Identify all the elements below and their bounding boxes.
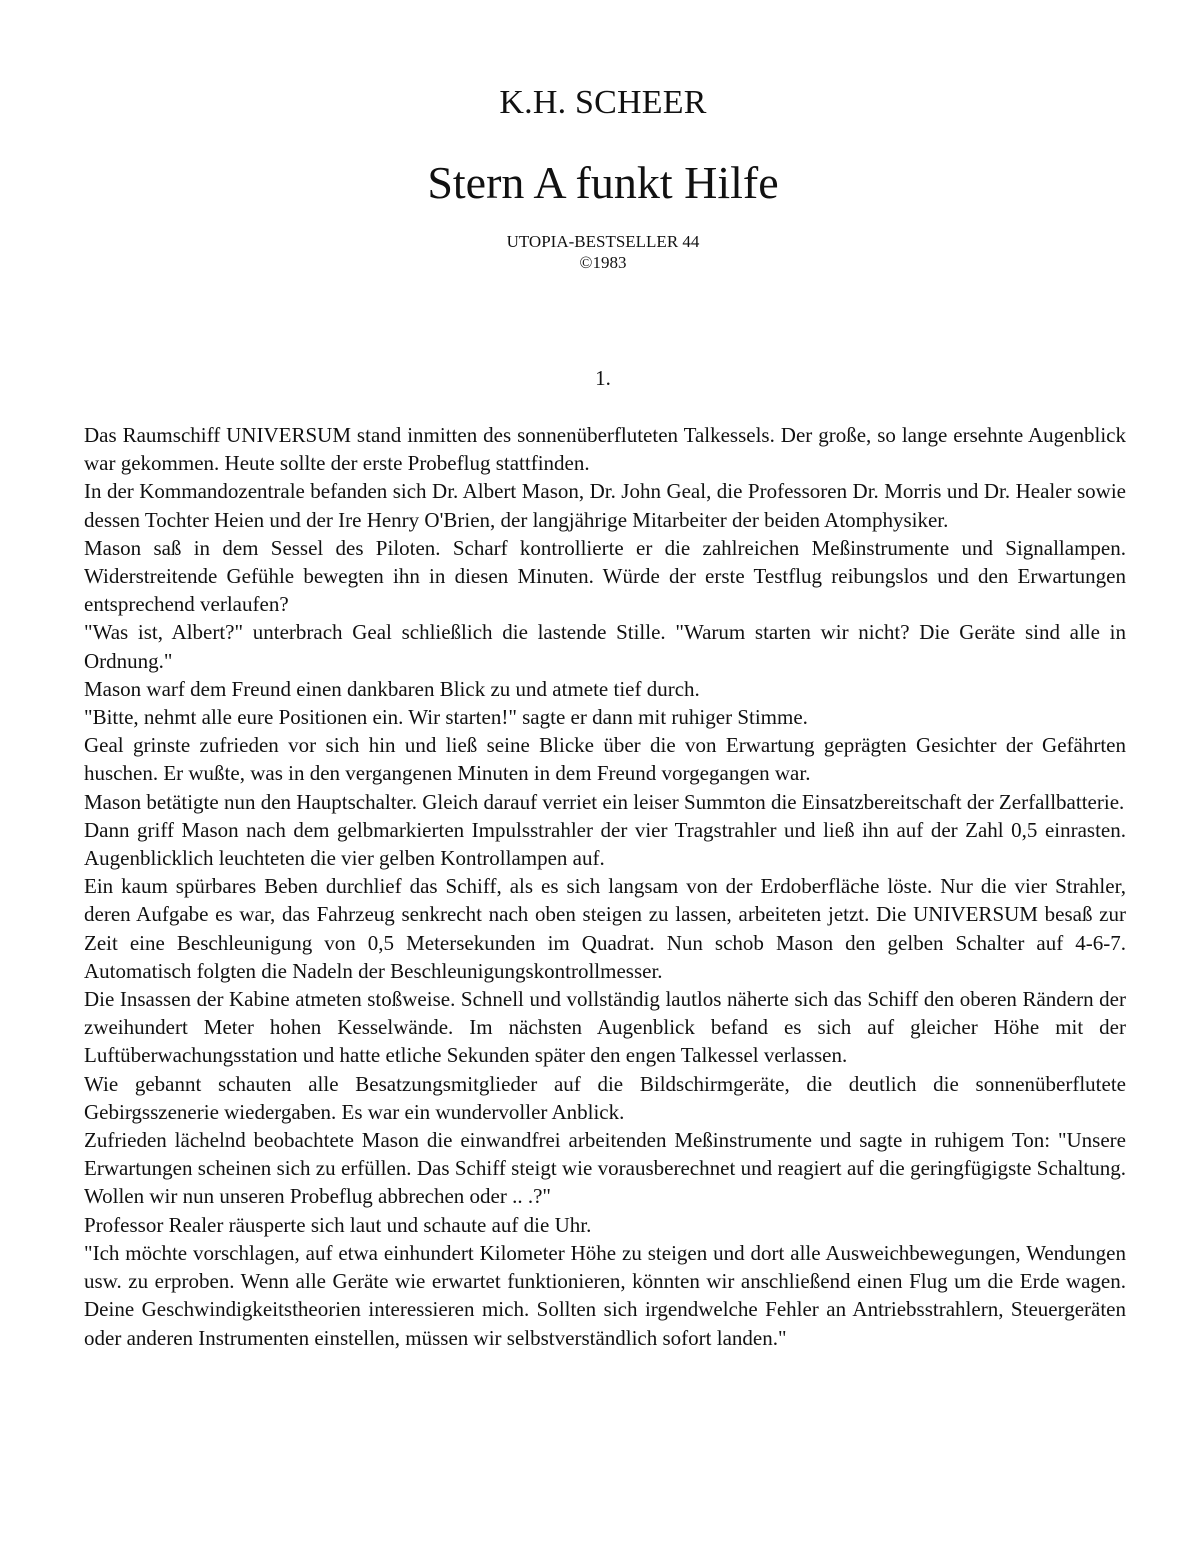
- book-title: Stern A funkt Hilfe: [427, 157, 779, 208]
- paragraph: Wie gebannt schauten alle Besatzungsmitglieder auf die Bildschirmgeräte, die deutlich die sonnenüberflutete Gebirgsszenerie wiedergaben. Es war ein wundervoller Anblick.: [84, 1071, 1126, 1124]
- paragraph: Geal grinste zufrieden vor sich hin und ließ seine Blicke über die von Erwartung geprägten Gesichter der Gefährten huschen. Er wußte, was in den vergangenen Minuten in dem Freund vorgegangen war.: [84, 733, 1126, 786]
- paragraph: Dann griff Mason nach dem gelbmarkierten Impulsstrahler der vier Tragstrahler und ließ ihn auf der Zahl 0,5 einrasten. Augenblicklich leuchteten die vier gelben Kontrollampen auf.: [84, 817, 1126, 871]
- copyright-line: ©1983: [579, 253, 627, 272]
- author-name: K.H. SCHEER: [499, 84, 707, 121]
- paragraph: Mason saß in dem Sessel des Piloten. Scharf kontrollierte er die zahlreichen Meßinstrumente und Signallampen. Widerstreitende Gefühle bewegten ihn in diesen Minuten. Würde der erste Testflug reibungslos und den Erwartungen entsprechend verlaufen?: [84, 535, 1126, 617]
- chapter-number: 1.: [595, 366, 611, 390]
- paragraph: Das Raumschiff UNIVERSUM stand inmitten des sonnenüberfluteten Talkessels. Der große, so lange ersehnte Augenblick war gekommen. Heute sollte der erste Probeflug stattfinden.: [84, 423, 1126, 476]
- paragraph: "Was ist, Albert?" unterbrach Geal schließlich die lastende Stille. "Warum starten wir nicht? Die Geräte sind alle in Ordnung.": [84, 620, 1126, 673]
- paragraph: Zufrieden lächelnd beobachtete Mason die einwandfrei arbeitenden Meßinstrumente und sagte in ruhigem Ton: "Unsere Erwartungen scheinen sich zu erfüllen. Das Schiff steigt wie vorausberechnet und reagiert auf die geringfügigste Schaltung. Wollen wir nun unseren Probeflug abbrechen oder .. .?": [84, 1128, 1126, 1209]
- paragraph: Mason warf dem Freund einen dankbaren Blick zu und atmete tief durch.: [84, 676, 700, 701]
- paragraph: In der Kommandozentrale befanden sich Dr. Albert Mason, Dr. John Geal, die Professoren Dr. Morris und Dr. Healer sowie dessen Tochter Heien und der Ire Henry O'Brien, der langjährige Mitarbeiter der beiden Atomphysiker.: [84, 479, 1126, 532]
- series-line: UTOPIA-BESTSELLER 44: [506, 232, 700, 251]
- paragraph: "Ich möchte vorschlagen, auf etwa einhundert Kilometer Höhe zu steigen und dort alle Ausweichbewegungen, Wendungen usw. zu erproben. Wenn alle Geräte wie erwartet funktionieren, könnten wir anschließend einen Flug um die Erde wagen. Deine Geschwindigkeitstheorien interessieren mich. Sollten sich irgendwelche Fehler an Antriebsstrahlern, Steuergeräten oder anderen Instrumenten einstellen, müssen wir selbstverständlich sofort landen.": [84, 1240, 1126, 1350]
- paragraph: Ein kaum spürbares Beben durchlief das Schiff, als es sich langsam von der Erdoberfläche löste. Nur die vier Strahler, deren Aufgabe es war, das Fahrzeug senkrecht nach oben steigen zu lassen, arbeiteten jetzt. Die UNIVERSUM besaß zur Zeit eine Beschleunigung von 0,5 Metersekunden im Quadrat. Nun schob Mason den gelben Schalter auf 4-6-7. Automatisch folgten die Nadeln der Beschleunigungskontrollmesser.: [84, 874, 1126, 983]
- paragraph: "Bitte, nehmt alle eure Positionen ein. Wir starten!" sagte er dann mit ruhiger Stimme.: [84, 705, 808, 730]
- paragraph: Professor Realer räusperte sich laut und schaute auf die Uhr.: [84, 1212, 592, 1237]
- paragraph: Mason betätigte nun den Hauptschalter. Gleich darauf verriet ein leiser Summton die Einsatzbereitschaft der Zerfallbatterie.: [84, 789, 1125, 814]
- chapter-body: [84, 421, 1126, 1352]
- paragraph: Die Insassen der Kabine atmeten stoßweise. Schnell und vollständig lautlos näherte sich das Schiff den oberen Rändern der zweihundert Meter hohen Kesselwände. Im nächsten Augenblick befand es sich auf gleicher Höhe mit der Luftüberwachungsstation und hatte etliche Sekunden später den engen Talkessel verlassen.: [84, 987, 1126, 1068]
